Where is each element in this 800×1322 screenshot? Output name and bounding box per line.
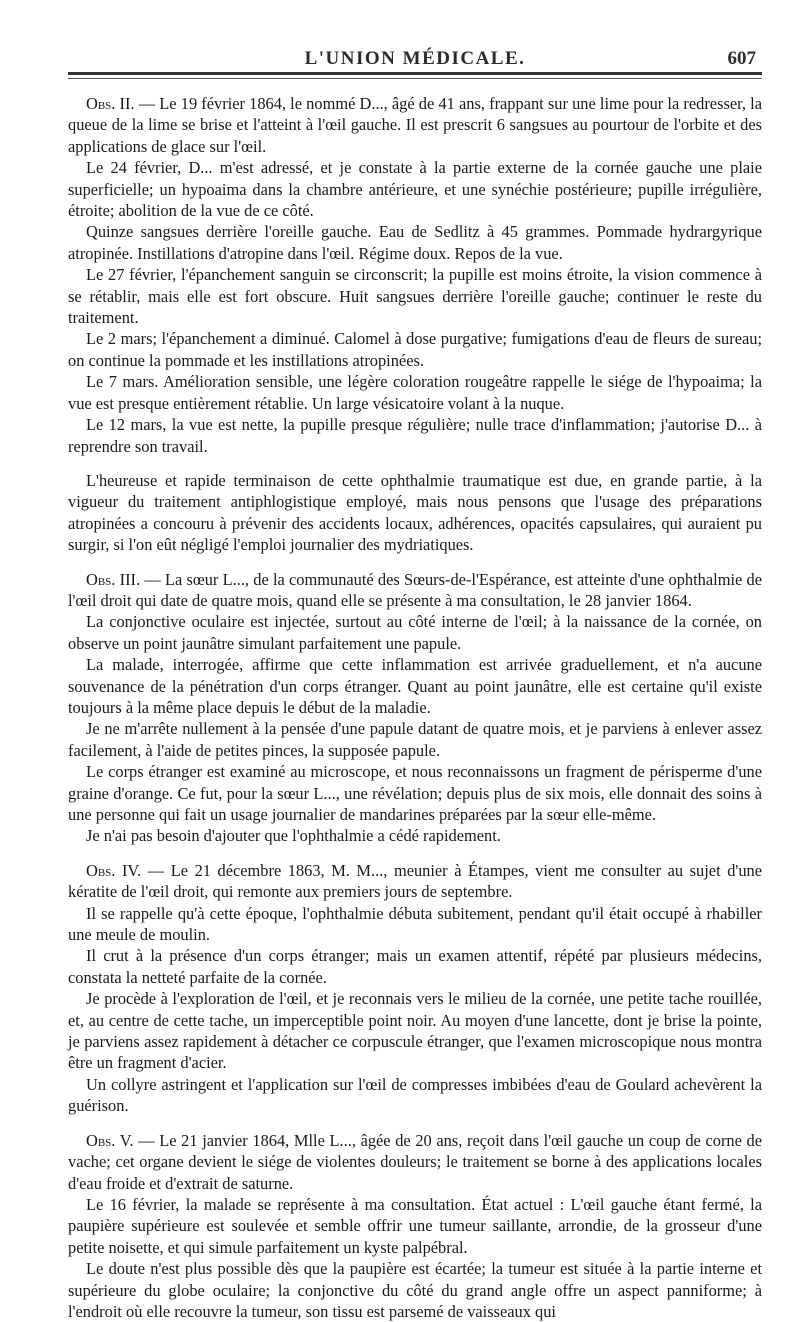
paragraph-obs-5 — [68, 1130, 762, 1194]
paragraph-text: Je procède à l'exploration de l'œil, et je reconnais vers le milieu de la cornée, une petite tache rouillée, et, au centre de cette tache, un imperceptible point noir. Au moyen d'une lancette, dont je brise la pointe, je parviens assez rapidement à détacher ce corpuscule étranger, que l'examen microscopique nous montra être un fragment d'acier. — [68, 989, 762, 1073]
header-rule-thin — [68, 78, 762, 79]
paragraph-text: La conjonctive oculaire est injectée, surtout au côté interne de l'œil; à la naissance de la cornée, on observe un point jaunâtre simulant parfaitement une papule. — [68, 612, 762, 653]
paragraph-text: Le 27 février, l'épanchement sanguin se circonscrit; la pupille est moins étroite, la vision commence à se rétablir, mais elle est fort obscure. Huit sangsues derrière l'oreille gauche; continuer le reste du traitement. — [68, 265, 762, 328]
paragraph — [68, 371, 762, 414]
paragraph — [68, 414, 762, 457]
paragraph — [68, 1258, 762, 1322]
paragraph — [68, 903, 762, 946]
page-number: 607 — [727, 48, 756, 69]
paragraph-commentary — [68, 470, 762, 556]
paragraph-text: Quinze sangsues derrière l'oreille gauche. Eau de Sedlitz à 45 grammes. Pommade hydrargyrique atropinée. Instillations d'atropine dans l'œil. Régime doux. Repos de la vue. — [68, 222, 762, 263]
paragraph-text: Le 7 mars. Amélioration sensible, une légère coloration rougeâtre rappelle le siége de l'hypoaima; la vue est presque entièrement rétablie. Un large vésicatoire volant à la nuque. — [68, 372, 762, 413]
paragraph — [68, 988, 762, 1074]
paragraph-text: Le 24 février, D... m'est adressé, et je constate à la partie externe de la cornée gauche une plaie superficielle; un hypoaima dans la chambre antérieure, et une synéchie postérieure; pupille irrégulière, étroite; abolition de la vue de ce côté. — [68, 158, 762, 221]
paragraph-text: Le corps étranger est examiné au microscope, et nous reconnaissons un fragment de périsperme d'une graine d'orange. Ce fut, pour la sœur L..., une révélation; depuis plus de six mois, elle donnait des soins à une personne qui fait un usage journalier de mandarines préparées par la sœur elle-même. — [68, 762, 762, 824]
paragraph-text: Je ne m'arrête nullement à la pensée d'une papule datant de quatre mois, et je parviens à enlever assez facilement, à l'aide de petites pinces, la supposée papule. — [68, 719, 762, 760]
paragraph-text: Un collyre astringent et l'application sur l'œil de compresses imbibées d'eau de Goulard achevèrent la guérison. — [68, 1074, 762, 1116]
paragraph — [68, 654, 762, 718]
paragraph-obs-3 — [68, 569, 762, 612]
paragraph — [68, 264, 762, 328]
paragraph — [68, 1194, 762, 1258]
paragraph-text: Le doute n'est plus possible dès que la paupière est écartée; la tumeur est située à la partie interne et supérieure du globe oculaire; la conjonctive du côté du grand angle offre un aspect panniforme; à l'endroit où elle recouvre la tumeur, son tissu est parsemé de vaisseaux qui — [68, 1259, 762, 1321]
paragraph-text: Il se rappelle qu'à cette époque, l'ophthalmie débuta subitement, pendant qu'il était occupé à rhabiller une meule de moulin. — [68, 903, 762, 945]
paragraph-obs-4 — [68, 860, 762, 903]
paragraph — [68, 718, 762, 761]
paragraph-text: — La sœur L..., de la communauté des Sœurs-de-l'Espérance, est atteinte d'une ophthalmie de l'œil droit qui date de quatre mois, quand elle se présente à ma consultation, le 28 janvier 1864. — [68, 569, 762, 610]
observation-label: Obs. V. — [86, 1130, 134, 1150]
paragraph — [68, 761, 762, 825]
observation-label: Obs. IV. — [86, 860, 142, 880]
journal-title: L'UNION MÉDICALE. — [304, 48, 526, 69]
paragraph — [68, 611, 762, 654]
paragraph-text: Le 12 mars, la vue est nette, la pupille presque régulière; nulle trace d'inflammation; j'autorise D... à reprendre son travail. — [68, 415, 762, 456]
observation-label: Obs. III. — [86, 569, 141, 589]
paragraph-text: L'heureuse et rapide terminaison de cette ophthalmie traumatique est due, en grande partie, à la vigueur du traitement antiphlogistique employé, mais nous pensons que l'usage des préparations atropinées a concouru à prévenir des accidents locaux, adhérences, opacités capsulaires, qui auraient pu surgir, si l'on eût négligé l'emploi journalier des mydriatiques. — [68, 470, 762, 555]
paragraph-text: Le 16 février, la malade se représente à ma consultation. État actuel : L'œil gauche étant fermé, la paupière supérieure est soulevée et semble offrir une tumeur saillante, arrondie, de la grosseur d'une petite noisette, et qui simule parfaitement un kyste palpébral. — [68, 1194, 762, 1257]
paragraph — [68, 1074, 762, 1117]
article-body — [68, 93, 762, 1322]
paragraph-text: Le 2 mars; l'épanchement a diminué. Calomel à dose purgative; fumigations d'eau de fleurs de sureau; on continue la pommade et les instillations atropinées. — [68, 329, 762, 370]
paragraph-text: La malade, interrogée, affirme que cette inflammation est arrivée graduellement, et n'a aucune souvenance de la pénétration d'un corps étranger. Quant au point jaunâtre, elle est certaine qu'il existe toujours à la même place depuis le début de la maladie. — [68, 655, 762, 717]
header-rule-thick — [68, 72, 762, 75]
paragraph-text: — Le 21 décembre 1863, M. M..., meunier à Étampes, vient me consulter au sujet d'une kératite de l'œil droit, qui remonte aux premiers jours de septembre. — [68, 860, 763, 902]
paragraph-text: — Le 21 janvier 1864, Mlle L..., âgée de 20 ans, reçoit dans l'œil gauche un coup de corne de vache; cet organe devient le siége de violentes douleurs; le traitement se borne à des applications locales d'eau froide et d'extrait de saturne. — [68, 1130, 762, 1193]
paragraph-obs-2 — [68, 93, 762, 157]
paragraph — [68, 825, 762, 846]
paragraph — [68, 157, 762, 221]
paragraph — [68, 945, 762, 988]
paragraph-text: Il crut à la présence d'un corps étranger; mais un examen attentif, répété par plusieurs médecins, constata la netteté parfaite de la cornée. — [68, 946, 762, 987]
observation-label: Obs. II. — [86, 94, 135, 113]
running-header — [68, 38, 762, 70]
paragraph — [68, 221, 762, 264]
paragraph-text: Je n'ai pas besoin d'ajouter que l'ophthalmie a cédé rapidement. — [86, 826, 501, 846]
paragraph — [68, 328, 762, 371]
paragraph-text: — Le 19 février 1864, le nommé D..., âgé de 41 ans, frappant sur une lime pour la redresser, la queue de la lime se brise et l'atteint à l'œil gauche. Il est prescrit 6 sangsues au pourtour de l'orbite et des applications de glace sur l'œil. — [68, 94, 762, 156]
